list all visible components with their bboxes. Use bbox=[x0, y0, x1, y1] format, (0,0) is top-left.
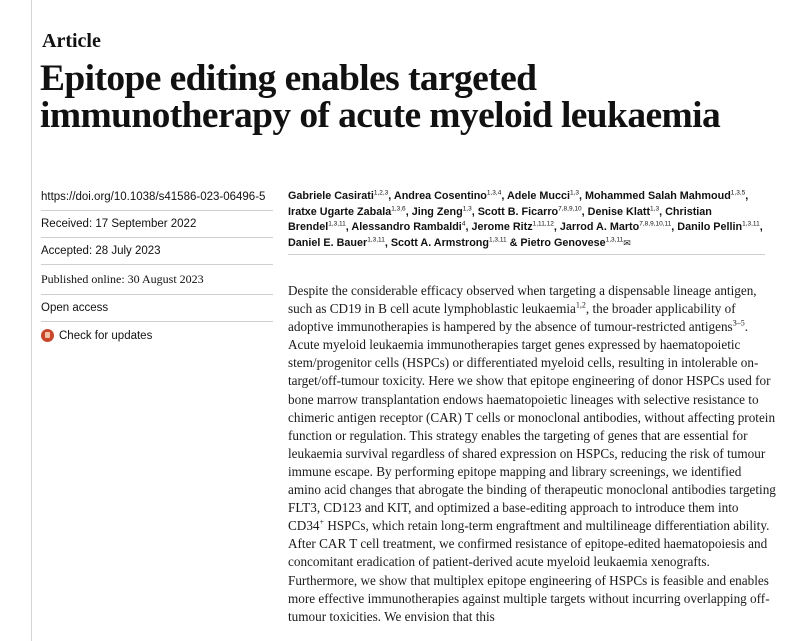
check-for-updates-button[interactable] bbox=[41, 329, 273, 349]
author-name[interactable]: Scott B. Ficarro bbox=[477, 205, 559, 218]
divider bbox=[41, 210, 273, 211]
author-affiliation: 1,3,5 bbox=[730, 189, 746, 197]
author-affiliation: 7,8,9,10 bbox=[558, 204, 582, 212]
corresponding-author-mail-icon[interactable]: ✉ bbox=[623, 237, 631, 248]
author-name[interactable]: Pietro Genovese bbox=[520, 236, 606, 249]
author-name[interactable]: Jerome Ritz bbox=[471, 221, 533, 233]
author-affiliation: 1,11,12 bbox=[532, 220, 554, 228]
divider bbox=[41, 237, 273, 238]
received-date: Received: 17 September 2022 bbox=[41, 218, 197, 230]
author-affiliation: 1,3,6 bbox=[391, 204, 406, 212]
divider bbox=[41, 321, 273, 322]
author-affiliation: 1,3,11 bbox=[605, 235, 624, 243]
author-name[interactable]: Jing Zeng bbox=[411, 205, 463, 218]
author-name[interactable]: Denise Klatt bbox=[587, 205, 651, 218]
author-name[interactable]: Jarrod A. Marto bbox=[559, 221, 640, 233]
author-affiliation: 1,3,11 bbox=[742, 220, 760, 228]
author-affiliation: 1,3 bbox=[462, 204, 472, 212]
author-name[interactable]: Alessandro Rambaldi bbox=[351, 221, 462, 233]
author-affiliation: 7,8,9,10,11 bbox=[639, 220, 672, 228]
open-access-label: Open access bbox=[41, 302, 109, 314]
check-for-updates-icon bbox=[41, 329, 54, 342]
author-name[interactable]: Andrea Cosentino bbox=[393, 190, 487, 202]
divider bbox=[41, 264, 273, 265]
article-metadata-sidebar bbox=[41, 191, 273, 349]
author-affiliation: 1,3,4 bbox=[486, 189, 502, 197]
author-affiliation: 1,3 bbox=[650, 204, 660, 212]
author-name[interactable]: Iratxe Ugarte Zabala bbox=[288, 205, 392, 218]
reference-citation[interactable]: 1,2 bbox=[575, 300, 586, 310]
author-affiliation: 1,3,11 bbox=[367, 235, 385, 243]
abstract-text: Despite the considerable efficacy observed when targeting a dispensable lineage antigen, such as CD19 in B cell acute lymphoblastic leukaemia$^{1,2}$, the broader applicability of adoptive immunotherapies is hampered by the absence of tumour-restricted antigens$^{3-5}$. Acute myeloid leukaemia immunotherapies target genes expressed by haematopoietic stem/progenitor cells (HSPCs) or differentiated myeloid cells, resulting in intolerable on-target/off-tumour toxicity. Here we show that epitope engineering of donor HSPCs used for bone marrow transplantation endows haematopoietic lineages with selective resistance to chimeric antigen receptor (CAR) T cells or monoclonal antibodies, without affecting protein function or regulation. This strategy enables the targeting of genes that are essential for leukaemia survival regardless of shared expression on HSPCs, reducing the risk of tumour immune escape. By performing epitope mapping and library screenings, we identified amino acid changes that abrogate the binding of therapeutic monoclonal antibodies targeting FLT3, CD123 and KIT, and optimized a base-editing approach to introduce them into CD34+ HSPCs, which retain long-term engraftment and multilineage differentiation ability. After CAR T cell treatment, we confirmed resistance of epitope-edited haematopoiesis and concomitant eradication of patient-derived acute myeloid leukaemia xenografts. Furthermore, we show that multiplex epitope engineering of HSPCs is feasible and enables more effective immunotherapies against multiple targets without incurring overlapping off-tumour toxicities. We envision that this bbox=[288, 283, 776, 624]
check-for-updates-label: Check for updates bbox=[59, 329, 153, 342]
author-affiliation: 1,3,11 bbox=[328, 220, 346, 228]
author-affiliation: 1,3,11 bbox=[489, 235, 507, 243]
reference-citation[interactable]: 3–5 bbox=[732, 318, 745, 328]
authors-divider bbox=[288, 254, 765, 255]
author-name[interactable]: Adele Mucci bbox=[506, 190, 570, 202]
doi-link[interactable]: https://doi.org/10.1038/s41586-023-06496-5 bbox=[41, 191, 266, 203]
divider bbox=[41, 294, 273, 295]
reference-citation[interactable]: + bbox=[319, 517, 325, 527]
author-name[interactable]: Danilo Pellin bbox=[677, 221, 743, 233]
author-name[interactable]: Mohammed Salah Mahmoud bbox=[585, 190, 731, 202]
article-type-label: Article bbox=[42, 30, 101, 52]
article-title: Epitope editing enables targeted immunotherapy of acute myeloid leukaemia bbox=[40, 58, 721, 136]
author-list: Gabriele Casirati$^{1,2,3}$, Andrea Cosentino$^{1,3,4}$, Adele Mucci$^{1,3}$, Mohammed Salah Mahmoud$^{1,3,5}$, Iratxe Ugarte Zabala$^{1,3,6}$, Jing Zeng$^{1,3}$, Scott B. Ficarro$^{7,8,9,10}$, Denise Klatt$^{1,3}$, Christian Brendel$^{1,3,11}$, Alessandro Rambaldi$^4$, Jerome Ritz$^{1,11,12}$, Jarrod A. Marto$^{7,8,9,10,11}$, Danilo Pellin$^{1,3,11}$, Daniel E. Bauer$^{1,3,11}$, Scott A. Armstrong$^{1,3,11}$ & Pietro Genovese$^{1,3,11}$✉ bbox=[288, 189, 763, 249]
author-name[interactable]: Gabriele Casirati bbox=[288, 190, 374, 202]
author-name[interactable]: Christian Brendel bbox=[288, 205, 712, 233]
left-margin-rule bbox=[31, 0, 32, 641]
author-affiliation: 1,2,3 bbox=[373, 189, 389, 197]
accepted-date: Accepted: 28 July 2023 bbox=[41, 245, 161, 257]
author-affiliation: 4 bbox=[461, 220, 466, 228]
author-name[interactable]: Scott A. Armstrong bbox=[390, 236, 489, 249]
author-affiliation: 1,3 bbox=[569, 189, 580, 197]
author-name[interactable]: Daniel E. Bauer bbox=[288, 236, 368, 249]
published-date: Published online: 30 August 2023 bbox=[41, 272, 204, 286]
